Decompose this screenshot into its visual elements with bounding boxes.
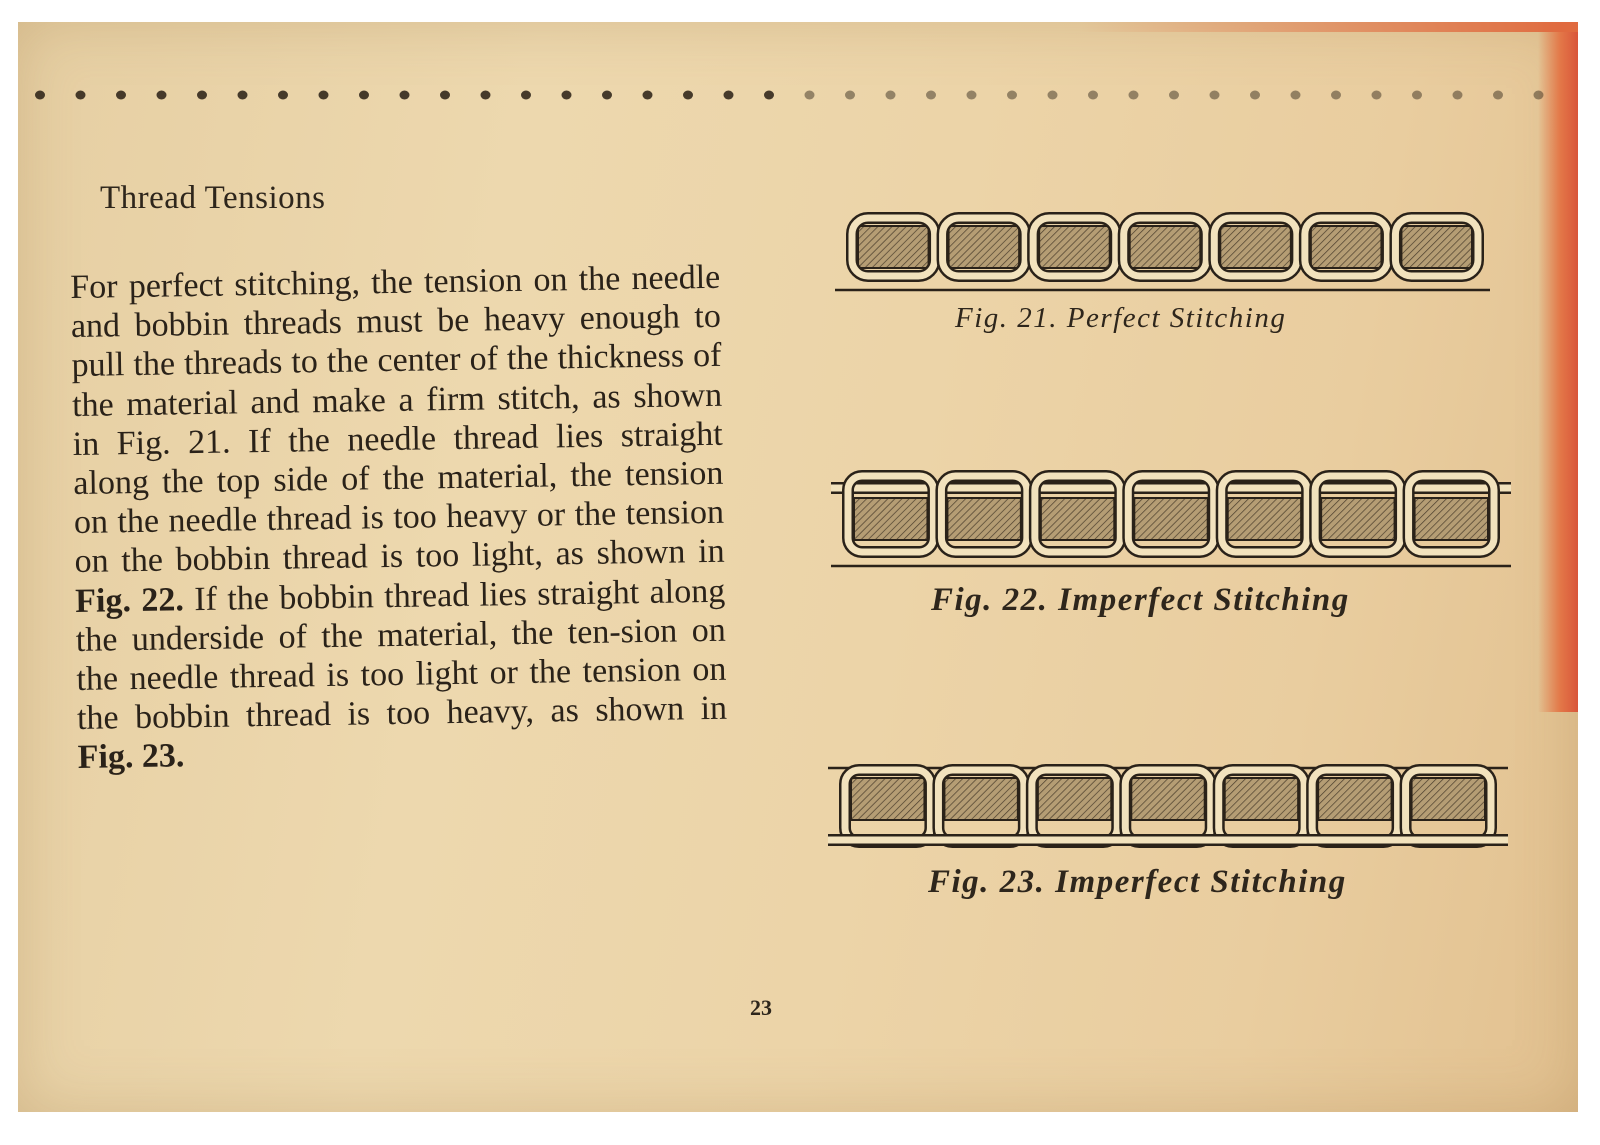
fabric-block [858, 226, 929, 268]
fabric-block [1228, 498, 1301, 540]
fabric-block [854, 498, 927, 540]
perforation-hole [805, 91, 815, 100]
perforation-hole [278, 91, 288, 100]
perforation-hole [1534, 91, 1544, 100]
perforation-hole [116, 91, 126, 100]
fabric-block [1041, 498, 1114, 540]
fabric-block [1225, 778, 1298, 820]
perforation-hole [724, 91, 734, 100]
perforation-hole [967, 91, 977, 100]
figure-23 [823, 734, 1513, 934]
perforation-hole [521, 91, 531, 100]
perforation-hole [400, 91, 410, 100]
stitch-diagram-perfect [830, 182, 1500, 302]
perforation-hole [1453, 91, 1463, 100]
perforation-hole [562, 91, 572, 100]
perforation-hole [1372, 91, 1382, 100]
fabric-block [1130, 226, 1201, 268]
perforation-hole [1291, 91, 1301, 100]
figure-23-caption: Fig. 23. Imperfect Stitching [928, 864, 1347, 900]
perforation-hole [1210, 91, 1220, 100]
fabric-block [944, 778, 1017, 820]
perforation-hole [1007, 91, 1017, 100]
paragraph-run: For perfect stitching, the tension on the needle and bobbin threads must be heavy enough to pull the threads to the center of the thickness of the material and make a firm stitch, as shown in [70, 258, 723, 463]
perforation-hole [683, 91, 693, 100]
fabric-block [1318, 778, 1391, 820]
perforation-hole [197, 91, 207, 100]
perforation-hole [481, 91, 491, 100]
perforation-hole [926, 91, 936, 100]
perforation-hole [76, 91, 86, 100]
fabric-block [1220, 226, 1291, 268]
page-number: 23 [750, 995, 772, 1020]
perforation-hole [1331, 91, 1341, 100]
paragraph-run: If the needle thread lies straight along the top side of the material, the tension on the needle thread is too heavy or the tension on the bobbin thread is too light, as shown in [73, 415, 725, 581]
fabric-block [1134, 498, 1207, 540]
perforation-hole [440, 91, 450, 100]
perforation-hole [1088, 91, 1098, 100]
perforation-hole [35, 91, 45, 100]
perforation-hole [359, 91, 369, 100]
perforation-hole [602, 91, 612, 100]
body-paragraph [70, 258, 728, 778]
fabric-block [1131, 778, 1204, 820]
figure-22-caption: Fig. 22. Imperfect Stitching [931, 582, 1350, 618]
fabric-block [1039, 226, 1110, 268]
fabric-block [1401, 226, 1472, 268]
perforation-hole [1169, 91, 1179, 100]
perforation-hole [238, 91, 248, 100]
fabric-block [1311, 226, 1382, 268]
perforation-hole [886, 91, 896, 100]
manual-page [18, 22, 1578, 1112]
perforation-hole [764, 91, 774, 100]
perforation-hole [845, 91, 855, 100]
figure-21 [830, 182, 1500, 382]
section-title: Thread Tensions [100, 180, 326, 216]
perforation-hole [1412, 91, 1422, 100]
perforation-hole [1493, 91, 1503, 100]
fabric-block [1321, 498, 1394, 540]
stitch-diagram-needle-heavy [826, 454, 1516, 574]
page-edge-shadow [1538, 22, 1578, 712]
perforation-hole [1250, 91, 1260, 100]
perforation-hole [157, 91, 167, 100]
fabric-block [949, 226, 1020, 268]
figure-reference: Fig. 22. [74, 580, 185, 620]
paragraph-run: Fig. 21. [116, 423, 231, 463]
perforation-hole [1048, 91, 1058, 100]
page-edge-top [1078, 22, 1578, 32]
stitch-diagram-bobbin-heavy [823, 734, 1513, 854]
fabric-block [1038, 778, 1111, 820]
perforation-hole [319, 91, 329, 100]
fabric-block [947, 498, 1020, 540]
fabric-block [851, 778, 924, 820]
fabric-block [1412, 778, 1485, 820]
figure-21-caption: Fig. 21. Perfect Stitching [955, 302, 1287, 334]
paragraph-run: If the bobbin thread lies straight along the underside of the material, the ten-sion on the needle thread is too light or the tension on the bobbin thread is too heavy, as shown in [75, 572, 728, 738]
figure-22 [826, 454, 1516, 654]
perforation-hole [1129, 91, 1139, 100]
figure-reference: Fig. 23. [77, 737, 185, 777]
perforation-hole [643, 91, 653, 100]
fabric-block [1415, 498, 1488, 540]
perforation-holes [28, 80, 1548, 110]
